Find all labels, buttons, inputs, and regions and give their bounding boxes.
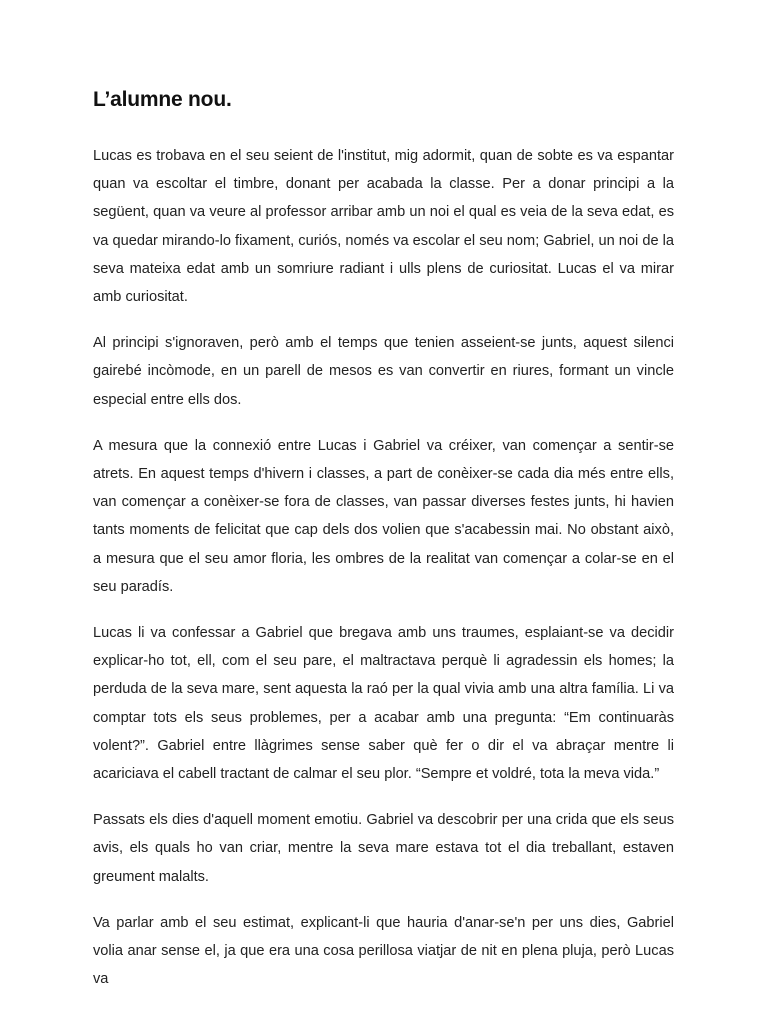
document-title: L’alumne nou. (93, 88, 232, 111)
document-page (93, 86, 674, 1011)
paragraph-6: Va parlar amb el seu estimat, explicant-li que hauria d'anar-se'n per uns dies, Gabriel volia anar sense el, ja que era una cosa perillosa viatjar de nit en plena pluja, però Lucas va (93, 914, 674, 988)
paragraph-5: Passats els dies d'aquell moment emotiu. Gabriel va descobrir per una crida que els seus avis, els quals ho van criar, mentre la seva mare estava tot el dia treballant, estaven greument malalts. (93, 812, 674, 885)
paragraph-2: Al principi s'ignoraven, però amb el temps que tenien asseient-se junts, aquest silenci gairebé incòmode, en un parell de mesos es van convertir en riures, formant un vincle especial entre ells dos. (93, 335, 674, 408)
paragraph-3: A mesura que la connexió entre Lucas i Gabriel va créixer, van començar a sentir-se atrets. En aquest temps d'hivern i classes, a part de conèixer-se cada dia més entre ells, van començar a conèixer-se fora de classes, van passar diverses festes junts, hi havien tants moments de felicitat que cap dels dos volien que s'acabessin mai. No obstant això, a mesura que el seu amor floria, les ombres de la realitat van començar a colar-se en el seu paradís. (93, 437, 674, 595)
paragraph-4: Lucas li va confessar a Gabriel que bregava amb uns traumes, esplaiant-se va decidir explicar-ho tot, ell, com el seu pare, el maltractava perquè li agradessin els homes; la perduda de la seva mare, sent aquesta la raó per la qual vivia amb una altra família. Li va comptar tots els seus problemes, per a acabar amb una pregunta: “Em continuaràs volent?”. Gabriel entre llàgrimes sense saber què fer o dir el va abraçar mentre li acariciava el cabell tractant de calmar el seu plor. “Sempre et voldré, tota la meva vida.” (93, 625, 674, 783)
paragraph-1: Lucas es trobava en el seu seient de l'institut, mig adormit, quan de sobte es va espantar quan va escoltar el timbre, donant per acabada la classe. Per a donar principi a la següent, quan va veure al professor arribar amb un noi el qual es veia de la seva edat, es va quedar mirando-lo fixament, curiós, només va escolar el seu nom; Gabriel, un noi de la seva mateixa edat amb un somriure radiant i ulls plens de curiositat. Lucas el va mirar amb curiositat. (93, 148, 674, 306)
